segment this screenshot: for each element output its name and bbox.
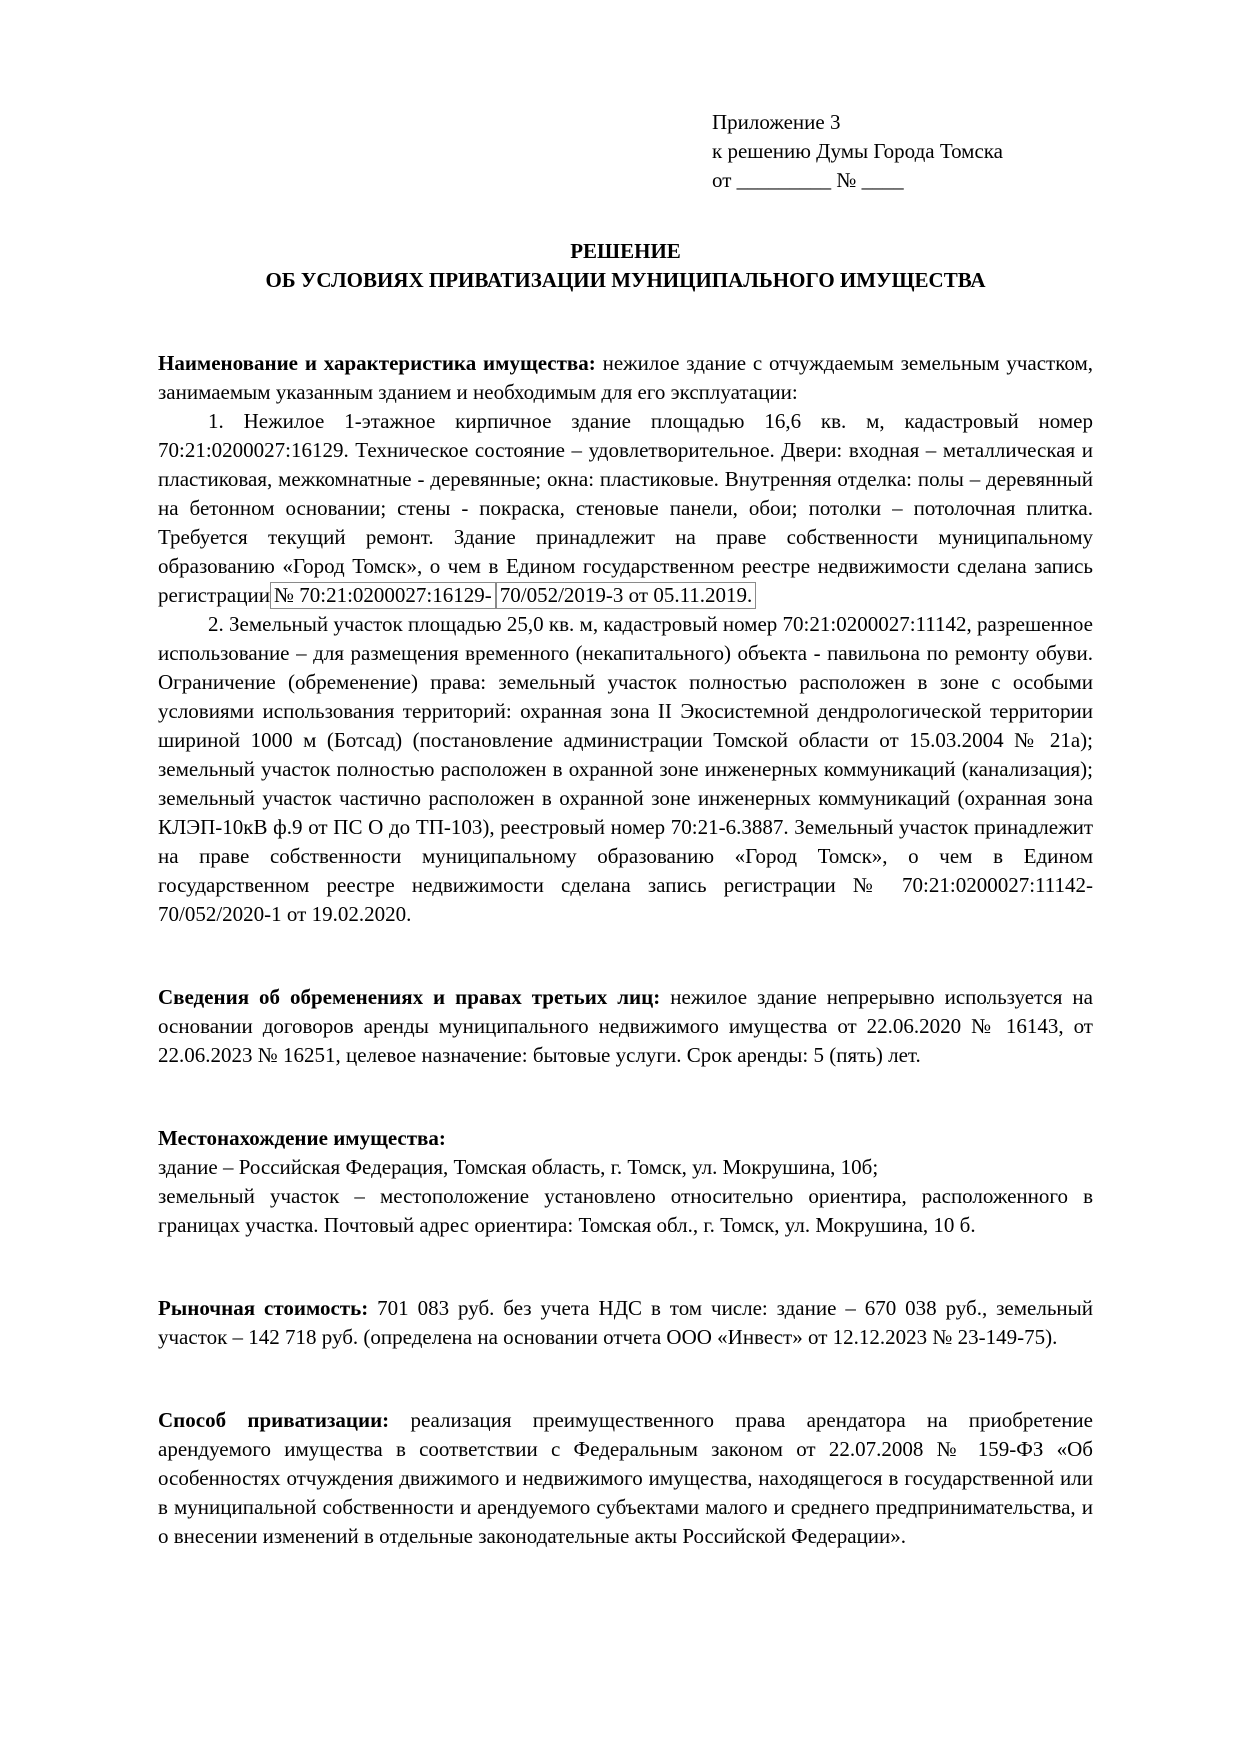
market-value-text: 701 083 руб. без учета НДС в том числе: здание – 670 038 руб., земельный участок – 142 718 руб. (определена на основании отчета ООО «Инвест» от 12.12.2023 № 23-149-75). <box>158 1296 1093 1349</box>
encumbrances-paragraph <box>158 983 1093 1070</box>
section-property-description <box>158 349 1093 929</box>
appendix-reference: к решению Думы Города Томска <box>712 139 1003 163</box>
location-land-paragraph <box>158 1182 1093 1240</box>
property-intro-paragraph <box>158 349 1093 407</box>
property-item-1-paragraph <box>158 407 1093 610</box>
appendix-date-number-line: от _________ № ____ <box>712 168 904 192</box>
property-item-2-text: 2. Земельный участок площадью 25,0 кв. м, кадастровый номер 70:21:0200027:11142, разрешенное использование – для размещения временного (некапитального) объекта - павильона по ремонту обуви. Ограничение (обременение) права: земельный участок полностью расположен в зоне с особыми условиями использования территорий: охранная зона II Экосистемной дендрологической территории шириной 1000 м (Ботсад) (постановление администрации Томской области от 15.03.2004 № 21а); земельный участок полностью расположен в охранной зоне инженерных коммуникаций (канализация); земельный участок частично расположен в охранной зоне инженерных коммуникаций (охранная зона КЛЭП-10кВ ф.9 от ПС О до ТП-103), реестровый номер 70:21-6.3887. Земельный участок принадлежит на праве собственности муниципальному образованию «Город Томск», о чем в Едином государственном реестре недвижимости сделана запись регистрации № 70:21:0200027:11142-70/052/2020-1 от 19.02.2020. <box>158 612 1093 926</box>
location-building-text: здание – Российская Федерация, Томская область, г. Томск, ул. Мокрушина, 10б; <box>158 1155 879 1179</box>
location-label-paragraph <box>158 1124 1093 1153</box>
encumbrances-text: нежилое здание непрерывно используется на основании договоров аренды муниципального недвижимого имущества от 22.06.2020 № 16143, от 22.06.2023 № 16251, целевое назначение: бытовые услуги. Срок аренды: 5 (пять) лет. <box>158 985 1093 1067</box>
property-section-label: Наименование и характеристика имущества: <box>158 351 596 375</box>
market-value-section-label: Рыночная стоимость: <box>158 1296 369 1320</box>
location-land-text: земельный участок – местоположение установлено относительно ориентира, расположенного в границах участка. Почтовый адрес ориентира: Томская обл., г. Томск, ул. Мокрушина, 10 б. <box>158 1184 1093 1237</box>
appendix-header <box>712 108 1093 195</box>
title-line-2: ОБ УСЛОВИЯХ ПРИВАТИЗАЦИИ МУНИЦИПАЛЬНОГО ИМУЩЕСТВА <box>265 268 986 292</box>
location-building-paragraph <box>158 1153 1093 1182</box>
location-section-label: Местонахождение имущества: <box>158 1126 446 1150</box>
property-item-1-text: 1. Нежилое 1-этажное кирпичное здание площадью 16,6 кв. м, кадастровый номер 70:21:0200027:16129. Техническое состояние – удовлетворительное. Двери: входная – металлическая и пластиковая, межкомнатные - деревянные; окна: пластиковые. Внутренняя отделка: полы – деревянный на бетонном основании; стены - покраска, стеновые панели, обои; потолки – потолочная плитка. Требуется текущий ремонт. Здание принадлежит на праве собственности муниципальному образованию «Город Томск», о чем в Едином государственном реестре недвижимости сделана запись регистрации <box>158 409 1093 607</box>
privatization-method-section-label: Способ приватизации: <box>158 1408 390 1432</box>
document-title <box>158 237 1093 295</box>
property-intro-text: нежилое здание с отчуждаемым земельным участком, занимаемым указанным зданием и необходимым для его эксплуатации: <box>158 351 1093 404</box>
section-location <box>158 1124 1093 1240</box>
appendix-number: Приложение 3 <box>712 110 841 134</box>
section-privatization-method <box>158 1406 1093 1551</box>
privatization-method-text: реализация преимущественного права арендатора на приобретение арендуемого имущества в соответствии с Федеральным законом от 22.07.2008 № 159-ФЗ «Об особенностях отчуждения движимого и недвижимого имущества, находящегося в государственной или в муниципальной собственности и арендуемого субъектами малого и среднего предпринимательства, и о внесении изменений в отдельные законодательные акты Российской Федерации». <box>158 1408 1093 1548</box>
registration-record-box-1: № 70:21:0200027:16129- <box>270 582 496 609</box>
title-line-1: РЕШЕНИЕ <box>570 239 681 263</box>
encumbrances-section-label: Сведения об обременениях и правах третьих лиц: <box>158 985 661 1009</box>
section-market-value <box>158 1294 1093 1352</box>
privatization-method-paragraph <box>158 1406 1093 1551</box>
market-value-paragraph <box>158 1294 1093 1352</box>
registration-record-box-2: 70/052/2019-3 от 05.11.2019. <box>496 582 757 609</box>
section-encumbrances <box>158 983 1093 1070</box>
property-item-2-paragraph <box>158 610 1093 929</box>
